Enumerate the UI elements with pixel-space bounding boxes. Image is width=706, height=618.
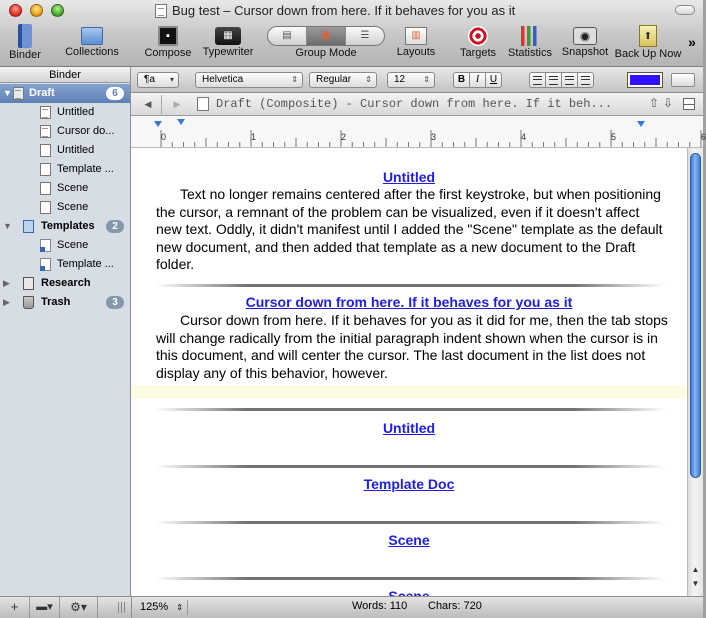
snapshot-toolbar-button[interactable] [559, 22, 611, 66]
italic-button[interactable]: I [469, 72, 486, 88]
group-mode-scrivenings-segment[interactable]: ▤ [268, 27, 307, 45]
disclosure-triangle-icon[interactable]: ▼ [3, 88, 12, 98]
title-bar [0, 0, 703, 22]
templates-folder-icon [23, 220, 34, 233]
vertical-scrollbar[interactable] [687, 148, 703, 596]
toolbar-toggle-button[interactable] [675, 5, 695, 15]
collections-toolbar-label: Collections [65, 46, 119, 58]
binder-item-label: Untitled [57, 106, 95, 118]
document-title[interactable]: Untitled [382, 169, 436, 185]
snapshot-toolbar-label: Snapshot [561, 46, 609, 58]
compose-toolbar-label: Compose [144, 47, 192, 59]
document-separator [155, 408, 665, 411]
paragraph-style-value: ¶a [144, 74, 155, 85]
binder-item-label: Template ... [57, 163, 114, 175]
compose-toolbar-button[interactable] [140, 22, 196, 66]
footer-bar [0, 596, 703, 618]
chevron-updown-icon: ⇕ [291, 75, 298, 84]
layouts-icon: ▥ [405, 27, 427, 45]
ruler[interactable] [131, 116, 706, 148]
binder-item-label: Draft [29, 87, 55, 99]
format-bar [131, 67, 703, 93]
backup-toolbar-label: Back Up Now [614, 48, 682, 60]
font-weight-popup[interactable] [309, 72, 377, 88]
typewriter-toolbar-label: Typewriter [202, 46, 254, 58]
document-body[interactable]: Text no longer remains centered after the first keystroke, but when positioning the cursor, a remnant of the problem can be visualized, even if it doesn't affect new text. Oddly, it didn't manifest until I added the "Scene" template as the default new document, and then added that template as a new document to the Draft folder. [156, 186, 663, 272]
binder-toolbar-label: Binder [9, 49, 41, 61]
binder-item-templates[interactable] [0, 217, 130, 236]
binder-item-untitled-2[interactable] [0, 141, 130, 160]
typewriter-icon: ▦ [215, 27, 241, 45]
zoom-value: 125% [140, 601, 169, 613]
document-title[interactable]: Scene [388, 532, 430, 548]
minimize-window-button[interactable] [30, 4, 43, 17]
document-title[interactable]: Untitled [382, 420, 436, 436]
sidebar-resize-handle[interactable] [118, 602, 125, 613]
align-right-button[interactable] [561, 72, 578, 88]
binder-item-label: Scene [57, 182, 89, 194]
binder-item-template-template-doc[interactable] [0, 255, 130, 274]
window-chrome [0, 0, 703, 67]
binder-item-template-scene[interactable] [0, 236, 130, 255]
binder-item-draft[interactable] [0, 84, 130, 103]
group-mode-label: Group Mode [295, 47, 357, 59]
document-proxy-icon[interactable] [155, 4, 167, 18]
binder-item-scene-2[interactable] [0, 198, 130, 217]
backup-toolbar-button[interactable] [614, 22, 682, 66]
item-count-badge: 6 [106, 87, 124, 100]
layouts-toolbar-button[interactable] [394, 22, 438, 66]
binder-item-trash[interactable] [0, 293, 130, 312]
word-count: Words: 110 [352, 600, 408, 612]
ruler-ticks [131, 116, 703, 148]
typewriter-toolbar-button[interactable] [198, 22, 258, 66]
window-title: Bug test – Cursor down from here. If it behaves for you as it [172, 3, 516, 18]
navigate-forward-button[interactable]: ▶ [173, 99, 181, 109]
add-folder-button[interactable] [30, 597, 60, 618]
toolbar [0, 22, 703, 66]
binder-item-label: Templates [41, 220, 95, 232]
close-window-button[interactable] [9, 4, 22, 17]
font-size-value: 12 [394, 74, 406, 85]
targets-toolbar-label: Targets [459, 47, 497, 59]
research-folder-icon [23, 277, 34, 290]
trash-icon [23, 296, 34, 309]
split-editor-icon[interactable] [683, 98, 695, 110]
align-justify-button[interactable] [577, 72, 594, 88]
editor-header-title[interactable]: Draft (Composite) - Cursor down from here. If it beh... [216, 97, 613, 111]
paragraph-style-popup[interactable] [137, 72, 179, 88]
ruler-number: 5 [611, 132, 617, 142]
document-icon [40, 144, 51, 157]
document-separator [155, 577, 665, 580]
zoom-window-button[interactable] [51, 4, 64, 17]
document-body[interactable]: Cursor down from here. If it behaves for you as it did for me, then the tab stops will change radically from the initial paragraph indent shown when the cursor is in this document, and will center the cursor. The last document in the list does not display any of this behavior, however. [156, 312, 668, 381]
ruler-number: 3 [431, 132, 437, 142]
collections-icon [81, 27, 103, 45]
document-icon [40, 125, 51, 138]
disclosure-triangle-icon[interactable]: ▼ [3, 221, 12, 231]
align-left-button[interactable] [529, 72, 546, 88]
document-icon [40, 106, 51, 119]
toolbar-overflow-button[interactable]: » [688, 34, 696, 50]
document-separator [155, 284, 665, 287]
scroll-down-arrow-icon[interactable]: ▼ [691, 579, 700, 588]
statistics-toolbar-button[interactable] [505, 22, 555, 66]
add-document-button[interactable]: + [0, 597, 30, 618]
binder-item-cursor-down[interactable] [0, 122, 130, 141]
text-color-well[interactable] [627, 72, 663, 88]
binder-actions-button[interactable] [60, 597, 98, 618]
collections-toolbar-button[interactable] [60, 22, 124, 66]
targets-toolbar-button[interactable] [456, 22, 500, 66]
binder-item-template-doc[interactable] [0, 160, 130, 179]
item-count-badge: 3 [106, 296, 124, 309]
chevron-updown-icon: ⇕ [423, 75, 430, 84]
font-family-value: Helvetica [202, 74, 244, 85]
document-title[interactable]: Template Doc [363, 476, 455, 492]
document-icon [40, 182, 51, 195]
first-line-indent-marker[interactable] [177, 119, 185, 125]
text-color-swatch [630, 75, 660, 85]
current-line-highlight [131, 385, 687, 399]
previous-document-arrow-icon[interactable]: ⇧ [649, 96, 660, 110]
gear-icon: ⚙▾ [70, 600, 87, 614]
disclosure-triangle-icon[interactable]: ▶ [3, 278, 10, 288]
draft-folder-icon [13, 87, 24, 100]
template-document-icon [40, 258, 51, 271]
binder-toolbar-button[interactable] [4, 22, 46, 66]
ruler-number: 1 [251, 132, 257, 142]
font-size-popup[interactable] [387, 72, 435, 88]
backup-icon: ⬆ [639, 25, 657, 47]
document-icon [40, 201, 51, 214]
underline-button[interactable]: U [485, 72, 502, 88]
target-icon [468, 26, 488, 46]
chevron-down-icon: ▾ [169, 75, 174, 84]
binder-item-research[interactable] [0, 274, 130, 293]
binder-icon [18, 24, 32, 48]
document-separator [155, 521, 665, 524]
ruler-number: 4 [521, 132, 527, 142]
binder-item-label: Template ... [57, 258, 114, 270]
camera-icon [573, 27, 597, 45]
left-indent-marker[interactable] [154, 121, 162, 127]
align-center-button[interactable] [545, 72, 562, 88]
document-separator [155, 465, 665, 468]
next-document-arrow-icon[interactable]: ⇩ [663, 96, 674, 110]
template-document-icon [40, 239, 51, 252]
binder-item-label: Scene [57, 239, 89, 251]
compose-icon: ▪ [158, 26, 178, 46]
zoom-popup[interactable] [136, 600, 188, 615]
binder-item-label: Research [41, 277, 91, 289]
binder-item-untitled[interactable] [0, 103, 130, 122]
ruler-number: 0 [161, 132, 167, 142]
right-indent-marker[interactable] [637, 121, 645, 127]
binder-item-label: Trash [41, 296, 71, 308]
font-family-popup[interactable] [195, 72, 303, 88]
character-count: Chars: 720 [428, 600, 482, 612]
item-count-badge: 2 [106, 220, 124, 233]
editor-header-bar [131, 93, 703, 116]
font-weight-value: Regular [316, 74, 352, 85]
binder-item-label: Untitled [57, 144, 95, 156]
document-icon [40, 163, 51, 176]
binder-header: Binder [0, 67, 130, 83]
statistics-toolbar-label: Statistics [507, 47, 552, 59]
scrollbar-thumb[interactable] [690, 153, 701, 478]
ruler-number: 2 [341, 132, 347, 142]
binder-item-scene[interactable] [0, 179, 130, 198]
binder-item-label: Cursor do... [57, 125, 115, 137]
layouts-toolbar-label: Layouts [396, 46, 436, 58]
header-divider [161, 95, 162, 114]
group-mode-segmented-control [267, 26, 385, 46]
bar-chart-icon [519, 26, 541, 46]
chevron-updown-icon: ⇕ [365, 75, 372, 84]
bold-button[interactable]: B [453, 72, 470, 88]
binder-item-label: Scene [57, 201, 89, 213]
document-title[interactable]: Cursor down from here. If it behaves for you as it [245, 294, 573, 310]
document-icon[interactable] [197, 97, 209, 111]
group-mode-control [264, 22, 388, 66]
navigate-back-button[interactable]: ◀ [144, 99, 152, 109]
group-mode-outliner-segment[interactable]: ☰ [360, 30, 370, 41]
binder-sidebar [0, 67, 131, 596]
format-options-button[interactable] [671, 73, 695, 87]
editor-text-area[interactable] [131, 148, 687, 596]
folder-add-icon: ▬▾ [36, 601, 53, 613]
ruler-number: 6 [701, 132, 706, 142]
disclosure-triangle-icon[interactable]: ▶ [3, 297, 10, 307]
scroll-up-arrow-icon[interactable]: ▲ [691, 565, 700, 574]
group-mode-corkboard-segment[interactable]: ▣ [307, 27, 346, 45]
chevron-updown-icon: ⇕ [176, 603, 183, 612]
footer-divider [131, 597, 132, 618]
